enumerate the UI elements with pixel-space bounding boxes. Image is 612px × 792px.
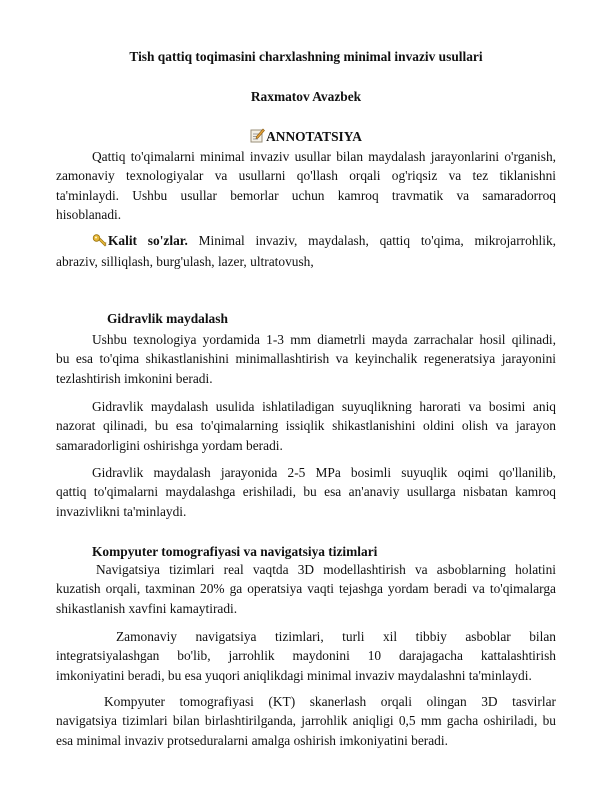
text-line: Kompyuter tomografiyasi (KT) skanerlash orqali olingan 3D tasvirlar [104,694,556,709]
text-line: shikastlanish xavfini kamaytiradi. [56,600,238,616]
text-line: qattiq to'qimalarni maydalashga erishiladi, bu esa an'anaviy usullarga nisbatan kamroq [56,484,556,500]
text-line: imkoniyatini beradi, bu esa yuqori aniqlikdagi minimal invaziv maydalashni ta'minlaydi. [56,667,532,683]
paragraph [56,627,556,685]
text-line: zamonaviy texnologiyalar va usullarni qo'llash orqali og'riqsiz va tez tiklanishni [56,168,556,184]
text-line: nazorat qilinadi, bu esa to'qimalarning issiqlik shikastlanishini oldini olish va jarayon [56,418,556,434]
paragraph [56,330,556,388]
text-line: Zamonaviy navigatsiya tizimlari, turli xil tibbiy asboblar bilan [116,629,556,644]
text-line: abraziv, silliqlash, burg'ulash, lazer, ultratovush, [56,254,314,270]
text-line: Ushbu texnologiya yordamida 1-3 mm diametrli mayda zarrachalar hosil qilinadi, [92,332,556,347]
paragraph [56,692,556,750]
text-line: hisoblanadi. [56,206,122,222]
section-heading-ct-navigation: Kompyuter tomografiyasi va navigatsiya tizimlari [92,544,378,559]
text-line: ta'minlaydi. Ushbu usullar bemorlar uchun kamroq travmatik va samaradorroq [56,187,556,203]
text-line: Navigatsiya tizimlari real vaqtda 3D modellashtirish va asboblarning holatini [96,562,556,577]
text-line: samaradorligini oshirishga yordam beradi. [56,437,283,453]
memo-icon [250,128,265,147]
text-line: esa minimal invaziv protseduralarni amalga oshirish imkoniyatini beradi. [56,732,448,748]
text-line: Qattiq to'qimalarni minimal invaziv usullar bilan maydalash jarayonlarini o'rganish, [92,149,556,164]
annotation-heading [56,128,556,147]
keywords-list: Minimal invaziv, maydalash, qattiq to'qima, mikrojarrohlik, [187,233,556,248]
annotation-paragraph [56,147,556,224]
keywords-label: Kalit so'zlar. [108,233,188,248]
author-name: Raxmatov Avazbek [250,89,362,104]
document-title: Tish qattiq toqimasini charxlashning minimal invaziv usullari [129,49,483,64]
text-line: Gidravlik maydalash usulida ishlatiladigan suyuqlikning harorati va bosimi aniq [92,399,556,414]
paragraph [56,397,556,455]
annotation-heading-text: ANNOTATSIYA [266,129,362,144]
section-heading-hydraulic: Gidravlik maydalash [107,311,228,326]
keywords-paragraph [56,231,556,272]
keywords-line [56,231,556,252]
key-icon [92,232,107,252]
text-line: navigatsiya tizimlari bilan birlashtirilganda, jarrohlik aniqligi 0,5 mm gacha oshiriladi, bu [56,713,556,729]
text-line: kuzatish orqali, taxminan 20% ga operatsiya vaqti tejashga yordam beradi va to'qimalarga [56,581,556,597]
text-line: integratsiyalashgan bo'lib, jarrohlik maydonini 10 darajagacha kattalashtirish [56,648,556,664]
text-line: Gidravlik maydalash jarayonida 2-5 MPa bosimli suyuqlik oqimi qo'llanilib, [92,465,556,480]
text-line: invazivlikni ta'minlaydi. [56,503,187,519]
paragraph [56,463,556,521]
paragraph [56,560,556,618]
text-line: tezlashtirish imkonini beradi. [56,370,213,386]
text-line: bu esa to'qima shikastlanishini minimallashtirish va keyinchalik regeneratsiya jarayonini [56,351,556,367]
